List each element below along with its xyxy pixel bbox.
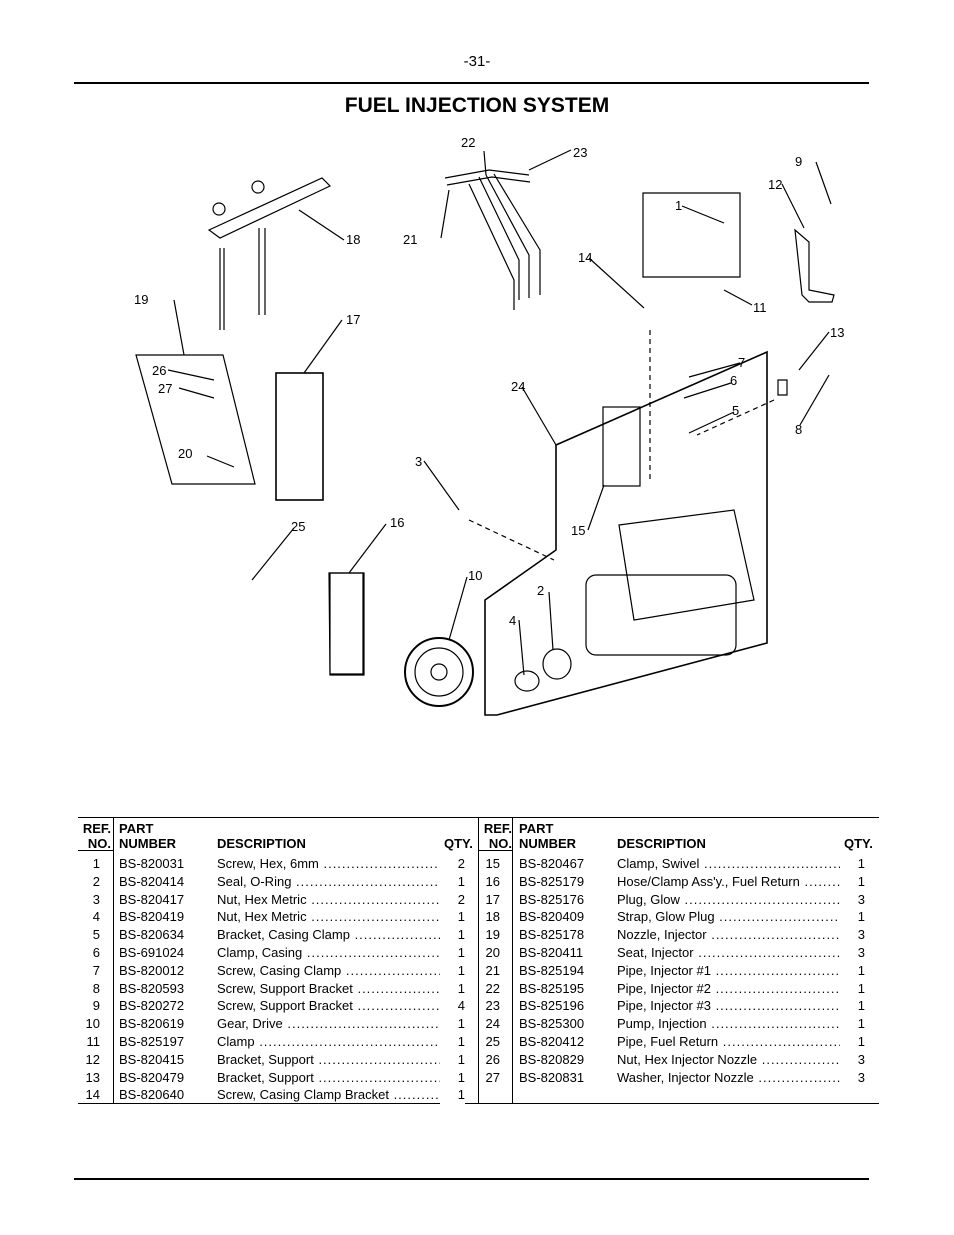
description: Pipe, Injector #2 .....	[617, 980, 840, 998]
callout-27: 27	[158, 381, 173, 396]
quantity: 1	[440, 1015, 465, 1033]
bottom-rule	[74, 1178, 869, 1180]
ref-no: 6	[92, 944, 100, 960]
description: Nozzle, Injector .....	[617, 926, 840, 944]
ref-no: 17	[485, 891, 500, 907]
exploded-parts-diagram	[74, 130, 874, 730]
callout-24: 24	[511, 379, 526, 394]
description: Plug, Glow .....	[617, 891, 840, 909]
part-number: BS-820619	[119, 1016, 185, 1032]
ref-no: 19	[485, 927, 500, 943]
callout-21: 21	[403, 232, 418, 247]
parts-table	[78, 817, 879, 1104]
description: Clamp, Swivel .....	[617, 855, 840, 873]
top-rule	[74, 82, 869, 84]
description: Bracket, Support .....	[217, 1069, 440, 1087]
part-number: BS-820412	[519, 1033, 585, 1049]
ref-no: 24	[485, 1016, 500, 1032]
table-row	[478, 926, 868, 944]
description: Seat, Injector .....	[617, 944, 840, 962]
ref-no: 5	[92, 927, 100, 943]
table-row	[78, 1051, 468, 1069]
callout-2: 2	[537, 583, 545, 598]
table-row	[78, 997, 468, 1015]
quantity: 3	[840, 891, 865, 909]
ref-no: 3	[92, 891, 100, 907]
description: Screw, Support Bracket .....	[217, 980, 440, 998]
quantity: 1	[440, 944, 465, 962]
quantity: 1	[440, 1069, 465, 1087]
quantity: 2	[440, 855, 465, 873]
callout-15: 15	[571, 523, 586, 538]
description: Pump, Injection .....	[617, 1015, 840, 1033]
ref-no: 14	[85, 1087, 100, 1103]
part-number: BS-820634	[119, 927, 185, 943]
quantity: 1	[840, 1015, 865, 1033]
part-number: BS-820593	[119, 980, 185, 996]
callout-26: 26	[152, 363, 167, 378]
ref-no: 12	[85, 1051, 100, 1067]
table-row	[478, 1069, 868, 1087]
callout-10: 10	[468, 568, 483, 583]
ref-no: 18	[485, 909, 500, 925]
table-row	[478, 1033, 868, 1051]
quantity: 1	[440, 908, 465, 926]
description: Pipe, Fuel Return .....	[617, 1033, 840, 1051]
table-row	[78, 944, 468, 962]
description: Clamp .....	[217, 1033, 440, 1051]
part-number: BS-820419	[119, 909, 185, 925]
glow-plug-strap-shape	[209, 178, 330, 238]
part-number: BS-691024	[119, 944, 185, 960]
ref-no-header-right: REF. NO.	[483, 821, 512, 851]
table-row	[478, 962, 868, 980]
ref-no: 21	[485, 962, 500, 978]
part-number: BS-820479	[119, 1069, 185, 1085]
part-number: BS-820272	[119, 998, 185, 1014]
ref-no: 8	[92, 980, 100, 996]
part-number-header-right: PART NUMBER	[519, 821, 577, 851]
ref-no-header: REF. NO.	[82, 821, 111, 851]
quantity: 1	[440, 980, 465, 998]
part-number: BS-820829	[519, 1051, 585, 1067]
callout-18: 18	[346, 232, 361, 247]
ref-no: 10	[85, 1016, 100, 1032]
part-number: BS-820414	[119, 873, 185, 889]
table-row	[478, 980, 868, 998]
callout-22: 22	[461, 135, 476, 150]
description: Hose/Clamp Ass'y., Fuel Return .....	[617, 873, 840, 891]
part-number: BS-825300	[519, 1016, 585, 1032]
ref-no: 27	[485, 1069, 500, 1085]
ref-no: 23	[485, 998, 500, 1014]
description: Bracket, Casing Clamp .....	[217, 926, 440, 944]
table-row	[78, 1086, 468, 1104]
table-row	[478, 997, 868, 1015]
ref-no: 22	[485, 980, 500, 996]
description: Strap, Glow Plug .....	[617, 908, 840, 926]
quantity: 1	[840, 962, 865, 980]
quantity: 1	[840, 980, 865, 998]
quantity: 1	[840, 855, 865, 873]
ref-no: 13	[85, 1069, 100, 1085]
callout-1: 1	[675, 198, 683, 213]
ref-no: 11	[86, 1033, 100, 1049]
description: Screw, Hex, 6mm .....	[217, 855, 440, 873]
table-row	[478, 873, 868, 891]
description: Washer, Injector Nozzle .....	[617, 1069, 840, 1087]
ref-no: 16	[485, 873, 500, 889]
description: Pipe, Injector #1 .....	[617, 962, 840, 980]
callout-17: 17	[346, 312, 361, 327]
part-number: BS-825197	[119, 1033, 185, 1049]
ref-no: 4	[92, 909, 100, 925]
page-number: -31-	[463, 53, 491, 70]
part-number: BS-820031	[119, 856, 185, 871]
callout-11: 11	[753, 300, 767, 315]
table-row	[78, 962, 468, 980]
part-number: BS-825179	[519, 873, 585, 889]
table-row	[78, 1015, 468, 1033]
part-number: BS-820411	[519, 944, 584, 960]
callout-4: 4	[509, 613, 517, 628]
description: Screw, Casing Clamp .....	[217, 962, 440, 980]
table-row	[478, 1015, 868, 1033]
clamp-inset	[643, 193, 740, 277]
description: Pipe, Injector #3 .....	[617, 997, 840, 1015]
part-number: BS-820831	[519, 1069, 585, 1085]
description: Bracket, Support .....	[217, 1051, 440, 1069]
ref-no: 25	[485, 1033, 500, 1049]
description: Nut, Hex Injector Nozzle .....	[617, 1051, 840, 1069]
ref-no: 26	[485, 1051, 500, 1067]
table-row	[478, 1051, 868, 1069]
quantity: 1	[440, 873, 465, 891]
quantity: 3	[840, 1051, 865, 1069]
callout-20: 20	[178, 446, 193, 461]
quantity: 1	[840, 873, 865, 891]
description: Screw, Support Bracket .....	[217, 997, 440, 1015]
table-row	[78, 1069, 468, 1087]
quantity: 3	[840, 926, 865, 944]
part-number: BS-825176	[519, 891, 585, 907]
table-row	[478, 944, 868, 962]
table-row	[78, 855, 468, 873]
swivel-clamp-inset	[603, 407, 640, 486]
table-row	[478, 855, 868, 873]
ref-no: 9	[92, 998, 100, 1014]
qty-header-right: QTY.	[844, 836, 873, 851]
quantity: 1	[840, 908, 865, 926]
part-number: BS-825195	[519, 980, 585, 996]
ref-no: 1	[92, 856, 100, 871]
part-number: BS-825194	[519, 962, 585, 978]
callout-23: 23	[573, 145, 588, 160]
table-row	[78, 891, 468, 909]
quantity: 1	[840, 1033, 865, 1051]
callout-5: 5	[732, 403, 740, 418]
description-header-right: DESCRIPTION	[617, 836, 706, 851]
quantity: 1	[440, 1051, 465, 1069]
ref-no: 15	[485, 856, 500, 871]
description-header: DESCRIPTION	[217, 836, 306, 851]
description: Gear, Drive .....	[217, 1015, 440, 1033]
description: Screw, Casing Clamp Bracket .....	[217, 1086, 440, 1104]
description: Nut, Hex Metric .....	[217, 891, 440, 909]
callout-9: 9	[795, 154, 803, 169]
part-number: BS-825196	[519, 998, 585, 1014]
description: Clamp, Casing .....	[217, 944, 440, 962]
parts-list-right	[478, 855, 868, 1086]
table-row	[78, 926, 468, 944]
quantity: 4	[440, 997, 465, 1015]
table-row	[78, 1033, 468, 1051]
part-number: BS-820467	[519, 856, 585, 871]
table-row	[78, 873, 468, 891]
ref-no: 2	[92, 873, 100, 889]
callout-25: 25	[291, 519, 306, 534]
part-number: BS-820640	[119, 1087, 185, 1103]
quantity: 1	[440, 1086, 465, 1104]
ref-no: 20	[485, 944, 500, 960]
table-row	[78, 908, 468, 926]
table-row	[478, 908, 868, 926]
callout-19: 19	[134, 292, 149, 307]
part-number: BS-820417	[119, 891, 185, 907]
fuel-return-hose-inset	[330, 573, 364, 675]
page-title: FUEL INJECTION SYSTEM	[344, 94, 610, 117]
description: Nut, Hex Metric .....	[217, 908, 440, 926]
quantity: 3	[840, 944, 865, 962]
quantity: 1	[840, 997, 865, 1015]
part-number: BS-820409	[519, 909, 585, 925]
parts-list-left	[78, 855, 468, 1104]
table-row	[478, 891, 868, 909]
description: Seal, O-Ring .....	[217, 873, 440, 891]
quantity: 1	[440, 926, 465, 944]
quantity: 3	[840, 1069, 865, 1087]
callout-7: 7	[738, 355, 746, 370]
quantity: 1	[440, 962, 465, 980]
callout-14: 14	[578, 250, 593, 265]
part-number: BS-820415	[119, 1051, 185, 1067]
callout-6: 6	[730, 373, 738, 388]
callout-16: 16	[390, 515, 405, 530]
table-row	[78, 980, 468, 998]
qty-header: QTY.	[444, 836, 473, 851]
glow-plug-inset	[276, 373, 323, 500]
ref-no: 7	[92, 962, 100, 978]
quantity: 1	[440, 1033, 465, 1051]
callout-12: 12	[768, 177, 783, 192]
callout-13: 13	[830, 325, 845, 340]
part-number-header: PART NUMBER	[119, 821, 177, 851]
callout-3: 3	[415, 454, 423, 469]
callout-8: 8	[795, 422, 803, 437]
part-number: BS-820012	[119, 962, 185, 978]
part-number: BS-825178	[519, 927, 585, 943]
quantity: 2	[440, 891, 465, 909]
